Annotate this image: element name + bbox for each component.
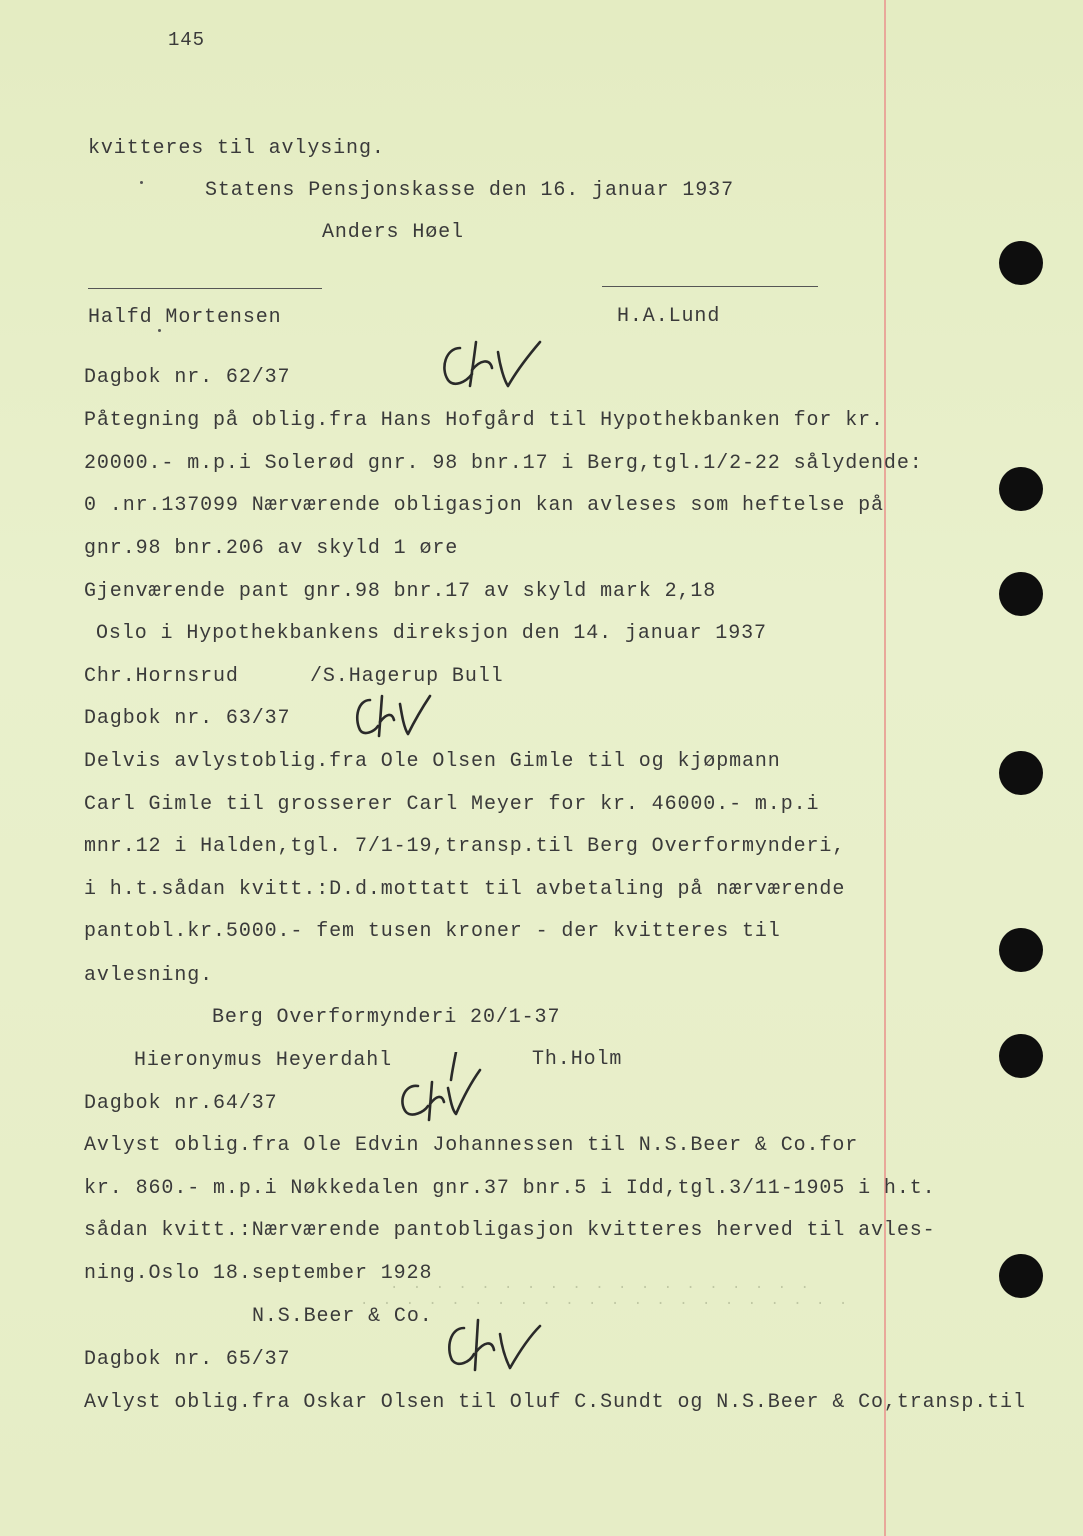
punch-hole xyxy=(999,751,1043,795)
text-line: Dagbok nr. 65/37 xyxy=(84,1348,291,1371)
ink-dot xyxy=(140,181,143,184)
punch-hole xyxy=(999,467,1043,511)
bleed-through-text: · · · · · · · · · · · · · · · · · · · xyxy=(390,1280,812,1296)
text-line: Th.Holm xyxy=(532,1048,623,1071)
text-line: Avlyst oblig.fra Oskar Olsen til Oluf C.Sundt og N.S.Beer & Co,transp.til xyxy=(84,1391,1026,1414)
signature-rule xyxy=(88,288,322,289)
text-line: Dagbok nr.64/37 xyxy=(84,1092,278,1115)
text-line: mnr.12 i Halden,tgl. 7/1-19,transp.til Berg Overformynderi, xyxy=(84,835,846,858)
text-line: 0 .nr.137099 Nærværende obligasjon kan avleses som heftelse på xyxy=(84,494,884,517)
text-line: gnr.98 bnr.206 av skyld 1 øre xyxy=(84,537,459,560)
page-number: 145 xyxy=(168,29,205,51)
text-line: Påtegning på oblig.fra Hans Hofgård til Hypothekbanken for kr. xyxy=(84,409,884,432)
text-line: kr. 860.- m.p.i Nøkkedalen gnr.37 bnr.5 i Idd,tgl.3/11-1905 i h.t. xyxy=(84,1177,936,1200)
text-line: Carl Gimle til grosserer Carl Meyer for kr. 46000.- m.p.i xyxy=(84,793,820,816)
text-line: Dagbok nr. 62/37 xyxy=(84,366,291,389)
bleed-through-text: · · · · · · · · · · · · · · · · · · · · · · xyxy=(360,1296,851,1312)
text-line: Gjenværende pant gnr.98 bnr.17 av skyld mark 2,18 xyxy=(84,580,717,603)
text-line: i h.t.sådan kvitt.:D.d.mottatt til avbetaling på nærværende xyxy=(84,878,846,901)
text-line: Delvis avlystoblig.fra Ole Olsen Gimle til og kjøpmann xyxy=(84,750,781,773)
text-line: Halfd Mortensen xyxy=(88,306,282,329)
handwritten-initials xyxy=(396,1052,488,1124)
punch-hole xyxy=(999,1254,1043,1298)
margin-rule xyxy=(884,0,886,1536)
text-line: Oslo i Hypothekbankens direksjon den 14. januar 1937 xyxy=(96,622,767,645)
text-line: Avlyst oblig.fra Ole Edvin Johannessen til N.S.Beer & Co.for xyxy=(84,1134,859,1157)
punch-hole xyxy=(999,572,1043,616)
text-line: 20000.- m.p.i Solerød gnr. 98 bnr.17 i Berg,tgl.1/2-22 sålydende: xyxy=(84,452,923,475)
text-line: sådan kvitt.:Nærværende pantobligasjon kvitteres herved til avles- xyxy=(84,1219,936,1242)
ink-dot xyxy=(158,329,161,332)
punch-hole xyxy=(999,241,1043,285)
text-line: ning.Oslo 18.september 1928 xyxy=(84,1262,433,1285)
text-line: Berg Overformynderi 20/1-37 xyxy=(212,1006,561,1029)
text-line: /S.Hagerup Bull xyxy=(310,665,504,688)
text-line: avlesning. xyxy=(84,964,214,987)
text-line: Hieronymus Heyerdahl xyxy=(134,1049,393,1072)
text-line: Dagbok nr. 63/37 xyxy=(84,707,291,730)
text-line: Statens Pensjonskasse den 16. januar 1937 xyxy=(205,179,734,202)
handwritten-initials xyxy=(352,692,434,740)
handwritten-initials xyxy=(438,338,544,390)
signature-rule xyxy=(602,286,818,287)
text-line: pantobl.kr.5000.- fem tusen kroner - der kvitteres til xyxy=(84,920,781,943)
handwritten-initials xyxy=(444,1314,544,1376)
text-line: Anders Høel xyxy=(322,221,464,244)
text-line: N.S.Beer & Co. xyxy=(252,1305,433,1328)
text-line: H.A.Lund xyxy=(617,305,721,328)
text-line: Chr.Hornsrud xyxy=(84,665,239,688)
text-line: kvitteres til avlysing. xyxy=(88,137,385,160)
punch-hole xyxy=(999,1034,1043,1078)
punch-hole xyxy=(999,928,1043,972)
